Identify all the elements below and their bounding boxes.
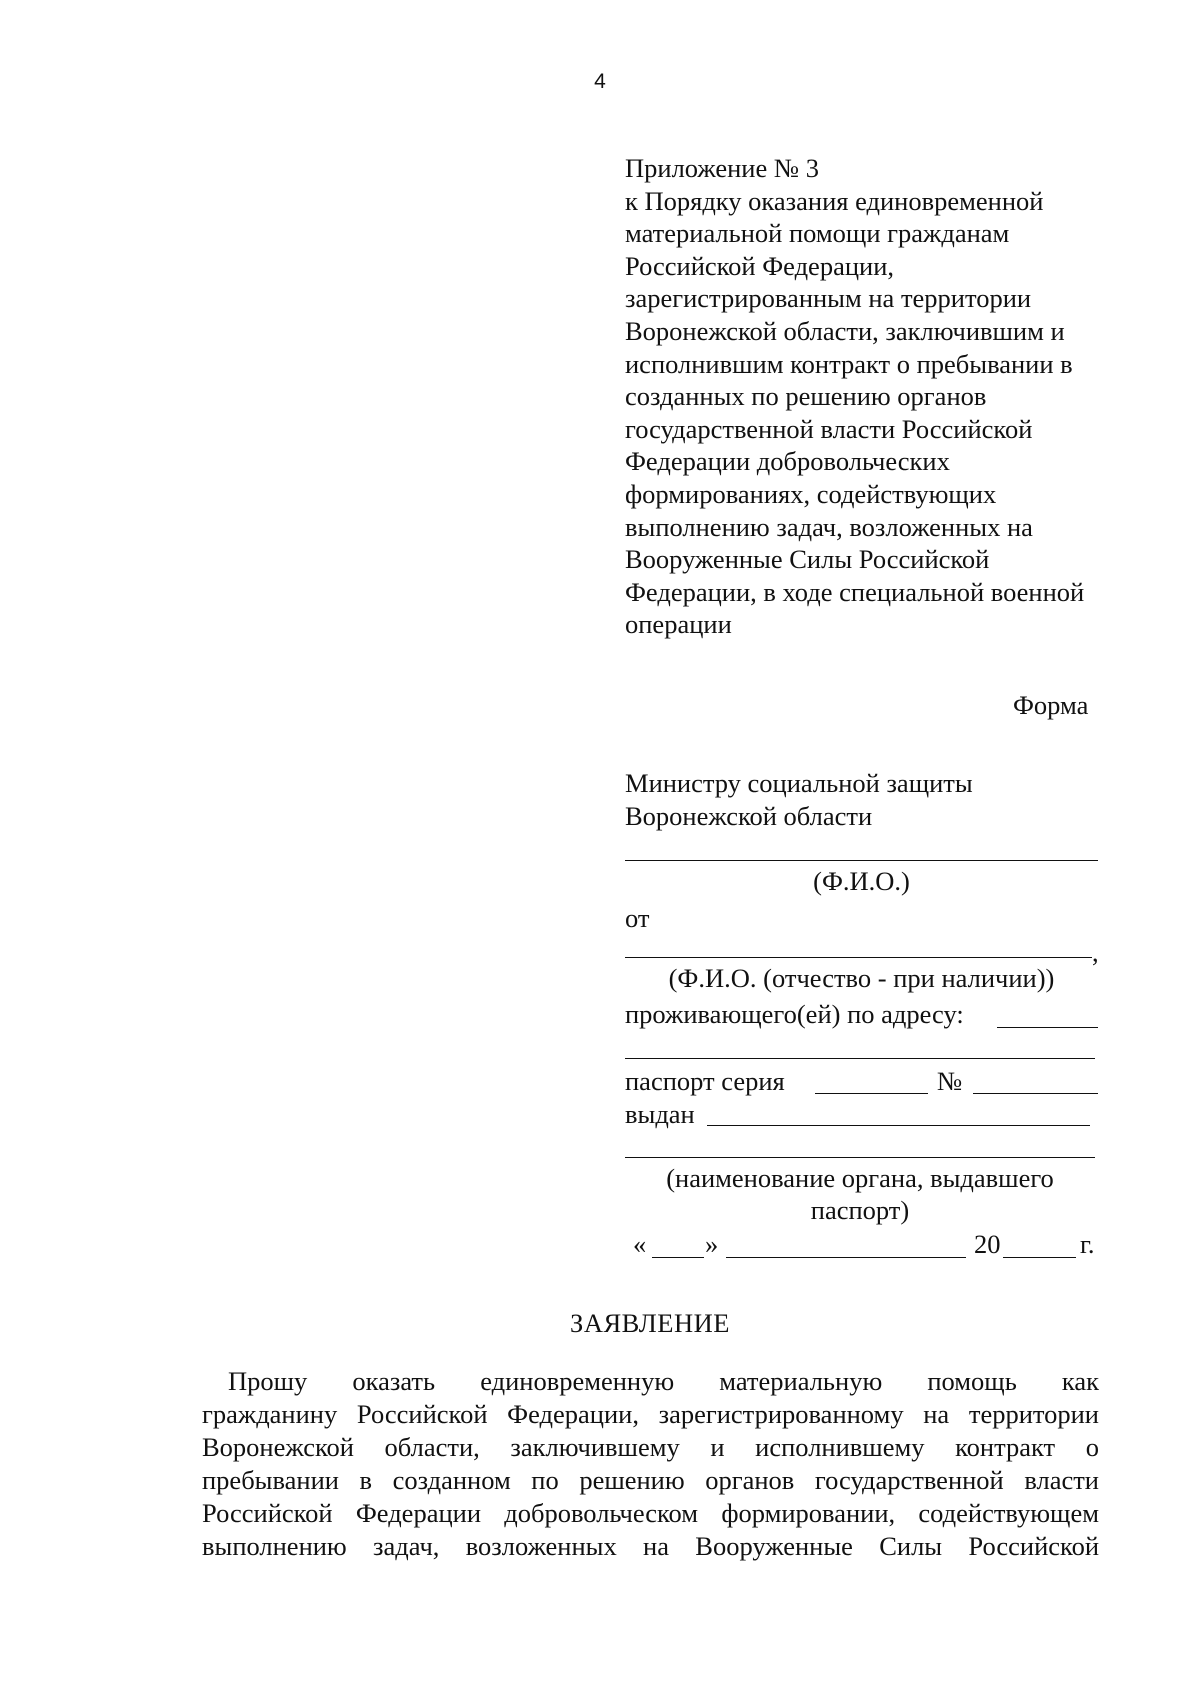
date-year-suffix: г.	[1080, 1229, 1095, 1259]
date-close-quote: »	[705, 1229, 719, 1259]
issuer-caption	[625, 1162, 1095, 1226]
statement-line: Российской Федерации добровольческом формировании, содействующем	[202, 1498, 1099, 1528]
passport-number-line[interactable]	[973, 1093, 1098, 1094]
annex-line: Воронежской области, заключившим и	[625, 315, 1065, 346]
comma: ,	[1092, 937, 1099, 967]
annex-line: Приложение № 3	[625, 153, 820, 183]
statement-title: ЗАЯВЛЕНИЕ	[570, 1308, 730, 1338]
issued-line-1[interactable]	[707, 1125, 1090, 1126]
address-line-1[interactable]	[997, 1027, 1098, 1028]
passport-series-label: паспорт серия	[625, 1066, 785, 1096]
annex-header	[625, 152, 1145, 641]
minister-fio-caption: (Ф.И.О.)	[813, 866, 910, 896]
annex-line: Российской Федерации,	[625, 250, 894, 281]
from-label: от	[625, 903, 650, 933]
issuer-caption-line: (наименование органа, выдавшего	[666, 1163, 1054, 1193]
annex-line: выполнению задач, возложенных на	[625, 511, 1033, 542]
statement-line: выполнению задач, возложенных на Вооруженные Силы Российской	[202, 1531, 1099, 1561]
address-line-2[interactable]	[625, 1058, 1095, 1059]
statement-line: Прошу оказать единовременную материальную помощь как	[228, 1366, 1099, 1396]
date-day-line[interactable]	[652, 1257, 704, 1258]
form-label: Форма	[1013, 690, 1089, 720]
applicant-fio-caption: (Ф.И.О. (отчество - при наличии))	[668, 963, 1055, 993]
minister-fio-line[interactable]	[625, 860, 1098, 861]
annex-line: материальной помощи гражданам	[625, 218, 1010, 249]
annex-line: зарегистрированным на территории	[625, 283, 1032, 314]
passport-series-line[interactable]	[815, 1093, 928, 1094]
date-month-line[interactable]	[726, 1257, 966, 1258]
annex-line: операции	[625, 609, 732, 640]
annex-line: исполнившим контракт о пребывании в	[625, 348, 1073, 379]
addressee-line: Воронежской области	[625, 800, 873, 831]
date-year-line[interactable]	[1003, 1257, 1076, 1258]
issuer-caption-line: паспорт)	[810, 1195, 910, 1225]
applicant-fio-line[interactable]	[625, 957, 1092, 958]
annex-line: Вооруженные Силы Российской	[625, 544, 990, 575]
annex-line: государственной власти Российской	[625, 413, 1033, 444]
addressee-line: Министру социальной защиты	[625, 768, 973, 798]
passport-number-label: №	[937, 1066, 963, 1096]
annex-line: созданных по решению органов	[625, 381, 987, 412]
address-label: проживающего(ей) по адресу:	[625, 999, 964, 1029]
statement-line: пребывании в созданном по решению органов государственной власти	[202, 1465, 1099, 1495]
date-open-quote: «	[633, 1229, 647, 1259]
annex-line: формированиях, содействующих	[625, 478, 997, 509]
issued-label: выдан	[625, 1099, 695, 1129]
statement-line: Воронежской области, заключившему и исполнившему контракт о	[202, 1432, 1099, 1462]
annex-line: Федерации добровольческих	[625, 446, 950, 477]
annex-line: к Порядку оказания единовременной	[625, 185, 1044, 216]
page-number: 4	[594, 70, 606, 93]
statement-line: гражданину Российской Федерации, зарегистрированному на территории	[202, 1399, 1099, 1429]
date-year-prefix: 20	[974, 1229, 1001, 1259]
annex-line: Федерации, в ходе специальной военной	[625, 576, 1085, 607]
issued-line-2[interactable]	[625, 1157, 1095, 1158]
addressee-block	[625, 767, 973, 832]
statement-body	[202, 1365, 1099, 1563]
